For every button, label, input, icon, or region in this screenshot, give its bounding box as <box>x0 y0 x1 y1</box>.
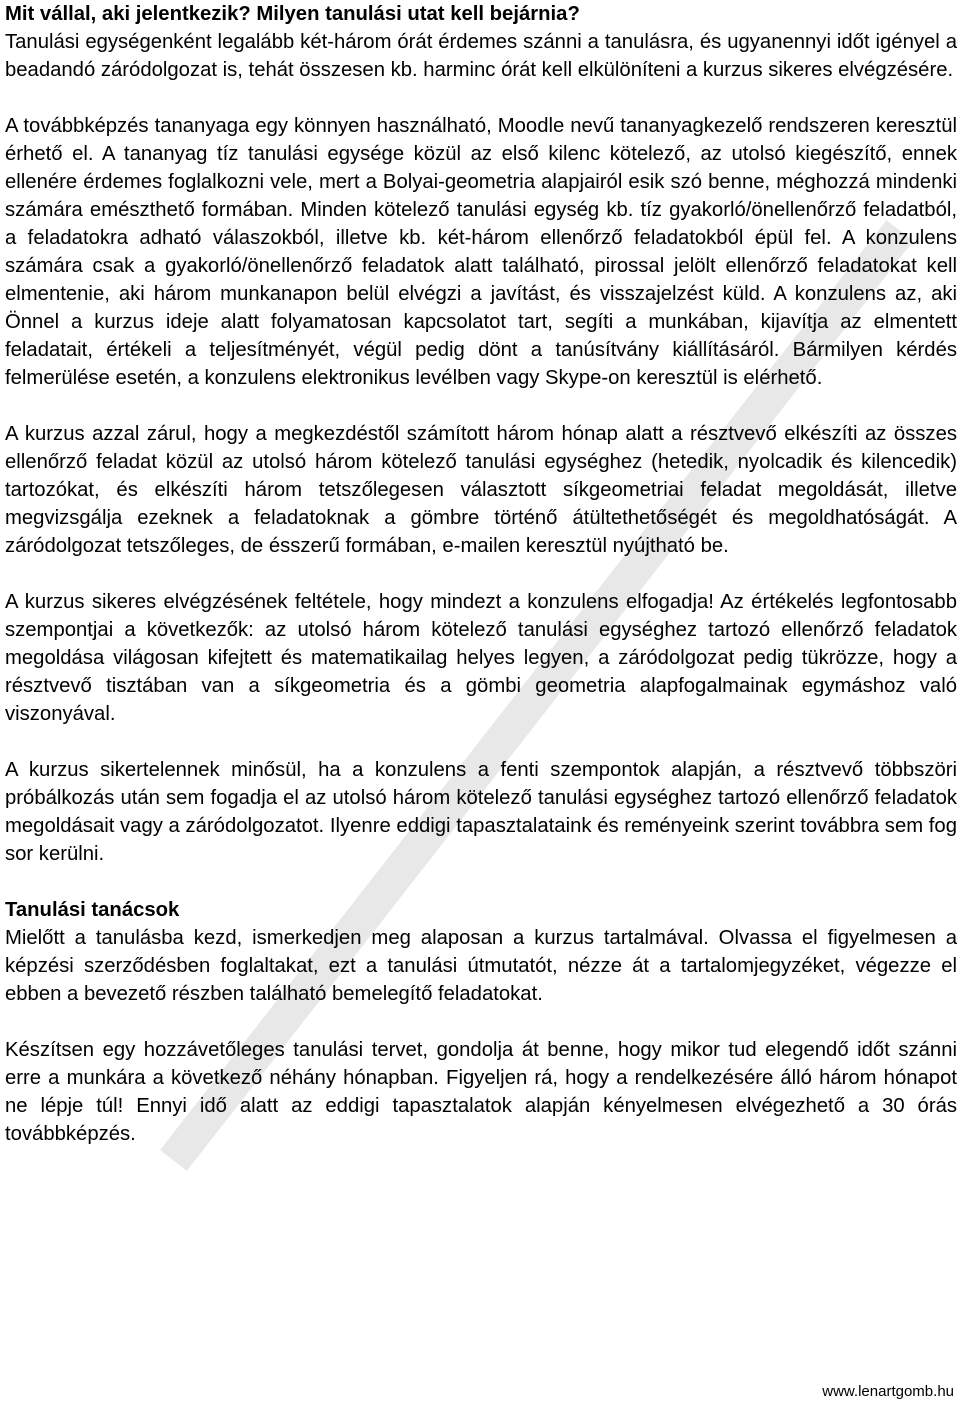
paragraph-success-criteria: A kurzus sikeres elvégzésének feltétele, hogy mindezt a konzulens elfogadja! Az értékelés legfontosabb szempontjai a következők: az utolsó három kötelező tanulási egységhez tartozó ellenőrző feladatok megoldása világosan kifejtett és matematikailag helyes legyen, a záródolgozat pedig tükrözze, hogy a résztvevő tisztában van a síkgeometria és a gömbi geometria alapfogalmainak egymáshoz való viszonyával. <box>5 591 957 725</box>
document-page <box>5 0 957 1148</box>
paragraph-study-plan: Készítsen egy hozzávetőleges tanulási tervet, gondolja át benne, hogy mikor tud elegendő időt szánni erre a munkára a következő néhány hónapban. Figyeljen rá, hogy a rendelkezésére álló három hónapot ne lépje túl! Ennyi idő alatt az eddigi tapasztalatok alapján kényelmesen elvégezhető a 30 órás továbbképzés. <box>5 1039 957 1145</box>
section-heading-requirements: Mit vállal, aki jelentkezik? Milyen tanulási utat kell bejárnia? <box>5 3 580 25</box>
footer-url: www.lenartgomb.hu <box>822 1383 954 1400</box>
paragraph-course-closing: A kurzus azzal zárul, hogy a megkezdéstől számított három hónap alatt a résztvevő elkészíti az összes ellenőrző feladat közül az utolsó három kötelező tanulási egységhez (hetedik, nyolcadik és kilencedik) tartozókat, és elkészíti három tetszőlegesen választott síkgeometriai feladat megoldását, illetve megvizsgálja ezeknek a feladatoknak a gömbre történő átültethetőségét és megoldhatóságát. A záródolgozat tetszőleges, de ésszerű formában, e-mailen keresztül nyújtható be. <box>5 423 957 557</box>
paragraph-failure-criteria: A kurzus sikertelennek minősül, ha a konzulens a fenti szempontok alapján, a résztvevő többszöri próbálkozás után sem fogadja el az utolsó három kötelező tanulási egységhez tartozó ellenőrző feladatok megoldásait vagy a záródolgozatot. Ilyenre eddigi tapasztalataink és reményeink szerint továbbra sem fog sor kerülni. <box>5 759 957 865</box>
section-heading-tips: Tanulási tanácsok <box>5 899 180 921</box>
paragraph-moodle-course: A továbbképzés tananyaga egy könnyen használható, Moodle nevű tananyagkezelő rendszeren keresztül érhető el. A tananyag tíz tanulási egysége közül az első kilenc kötelező, az utolsó kiegészítő, ennek ellenére érdemes foglalkozni vele, mert a Bolyai-geometria alapjairól esik szó benne, méghozzá mindenki számára emészthető formában. Minden kötelező tanulási egység kb. tíz gyakorló/önellenőrző feladatból, a feladatokra adható válaszokból, illetve kb. két-három ellenőrző feladatokból épül fel. A konzulens számára csak a gyakorló/önellenőrző feladatok alatt található, pirossal jelölt ellenőrző feladatokat kell elmentenie, aki három munkanapon belül elvégzi a javítást, és visszajelzést küld. A konzulens az, aki Önnel a kurzus ideje alatt folyamatosan kapcsolatot tart, segíti a munkában, kijavítja az elmentett feladatait, értékeli a teljesítményét, végül pedig dönt a tanúsítvány kiállításáról. Bármilyen kérdés felmerülése esetén, a konzulens elektronikus levélben vagy Skype-on keresztül is elérhető. <box>5 115 957 389</box>
paragraph-time-requirement: Tanulási egységenként legalább két-három órát érdemes szánni a tanulásra, és ugyanennyi időt igényel a beadandó záródolgozat is, tehát összesen kb. harminc órát kell elkülöníteni a kurzus sikeres elvégzésére. <box>5 31 957 81</box>
paragraph-tips: Mielőtt a tanulásba kezd, ismerkedjen meg alaposan a kurzus tartalmával. Olvassa el figyelmesen a képzési szerződésben foglaltakat, ezt a tanulási útmutatót, nézze át a tartalomjegyzéket, végezze el ebben a bevezető részben található bemelegítő feladatokat. <box>5 927 957 1005</box>
